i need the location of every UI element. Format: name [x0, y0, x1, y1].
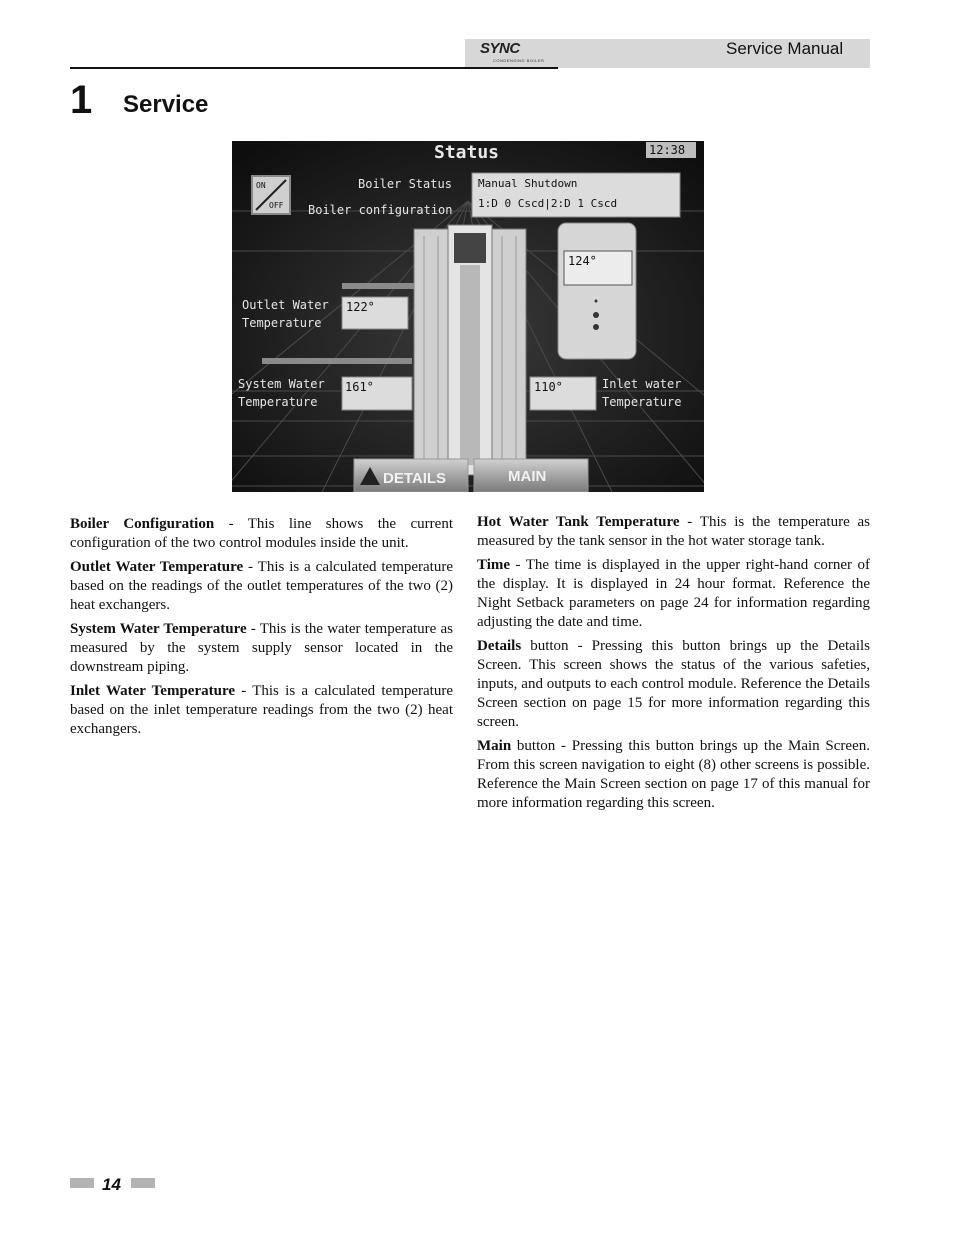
definition-text: button - Pressing this button brings up the Details Screen. This screen shows the status of the various safeties, inputs, and outputs to each control module. Reference the Details Screen section on page 15 for more information regarding this screen. — [477, 638, 870, 730]
definition-time — [477, 556, 870, 632]
sync-logo: SYNC — [480, 40, 520, 57]
footer-bar-right — [131, 1178, 155, 1188]
details-button-label: DETAILS — [383, 470, 447, 487]
boiler-unit-graphic — [414, 225, 526, 475]
definition-boiler-configuration — [70, 515, 453, 553]
definition-text: - The time is displayed in the upper right-hand corner of the display. It is displayed in 24 hour format. Reference the Night Setback parameters on page 24 for information regarding adjusting the date and time. — [477, 557, 870, 630]
definition-hot-water-tank-temperature — [477, 513, 870, 551]
inlet-label-line1: Inlet water — [602, 377, 682, 391]
system-temp-readout: 161° — [345, 380, 374, 394]
definition-text: button - Pressing this button brings up the Main Screen. From this screen navigation to eight (8) other screens is possible. Reference the Main Screen section on page 17 of this manual for more information regarding this screen. — [477, 738, 870, 811]
status-line-1: Manual Shutdown — [478, 177, 578, 190]
off-label: OFF — [269, 201, 284, 210]
pipe-upper — [262, 358, 412, 364]
pipe-outlet — [342, 283, 414, 289]
on-label: ON — [256, 181, 266, 190]
definition-text: - This is a calculated temperature based on the inlet temperature readings from the two (2) heat exchangers. — [70, 683, 453, 737]
sync-logo-subtext: CONDENSING BOILER — [493, 58, 545, 63]
main-button-label: MAIN — [508, 468, 547, 485]
definition-text: - This is the water temperature as measured by the system supply sensor located in the downstream piping. — [70, 621, 453, 675]
definition-outlet-water-temperature — [70, 558, 453, 615]
main-button[interactable] — [474, 459, 588, 492]
definition-system-water-temperature — [70, 620, 453, 677]
system-label-line1: System Water — [238, 377, 325, 391]
on-off-button[interactable] — [252, 176, 290, 214]
water-tank-graphic — [558, 223, 636, 359]
left-column — [70, 515, 453, 744]
definition-details-button — [477, 637, 870, 732]
outlet-label-line1: Outlet Water — [242, 298, 329, 312]
tank-temp-readout: 124° — [568, 254, 597, 268]
boiler-status-label: Boiler Status — [358, 177, 452, 191]
status-line-2: 1:D 0 Cscd|2:D 1 Cscd — [478, 197, 618, 210]
term: Boiler Configuration — [70, 516, 215, 532]
definition-text: - This is the temperature as measured by the tank sensor in the hot water storage tank. — [477, 514, 870, 549]
section-number: 1 — [70, 78, 93, 122]
definition-text: - This line shows the current configuration of the two control modules inside the unit. — [70, 516, 453, 551]
screen-title: Status — [434, 142, 500, 163]
term: Time — [477, 557, 511, 573]
system-label-line2: Temperature — [238, 395, 318, 409]
term: Main — [477, 738, 512, 754]
outlet-temp-readout: 122° — [346, 300, 375, 314]
definition-text: - This is a calculated temperature based on the readings of the outlet temperatures of the two (2) heat exchangers. — [70, 559, 453, 613]
term: Hot Water Tank Temperature — [477, 514, 680, 530]
inlet-label-line2: Temperature — [602, 395, 682, 409]
outlet-label-line2: Temperature — [242, 316, 322, 330]
term: Outlet Water Temperature — [70, 559, 244, 575]
status-screen-image — [232, 141, 704, 492]
definition-main-button — [477, 737, 870, 813]
term: Details — [477, 638, 522, 654]
boiler-config-label: Boiler configuration — [308, 203, 453, 217]
right-column — [477, 513, 870, 818]
term: Inlet Water Temperature — [70, 683, 235, 699]
term: System Water Temperature — [70, 621, 247, 637]
manual-title: Service Manual — [726, 39, 844, 58]
section-title: Service — [123, 91, 209, 118]
header-rule — [70, 67, 558, 69]
details-button[interactable] — [354, 459, 468, 492]
inlet-temp-readout: 110° — [534, 380, 563, 394]
page-number: 14 — [102, 1175, 121, 1194]
footer-bar-left — [70, 1178, 94, 1188]
time-readout: 12:38 — [649, 143, 686, 157]
definition-inlet-water-temperature — [70, 682, 453, 739]
